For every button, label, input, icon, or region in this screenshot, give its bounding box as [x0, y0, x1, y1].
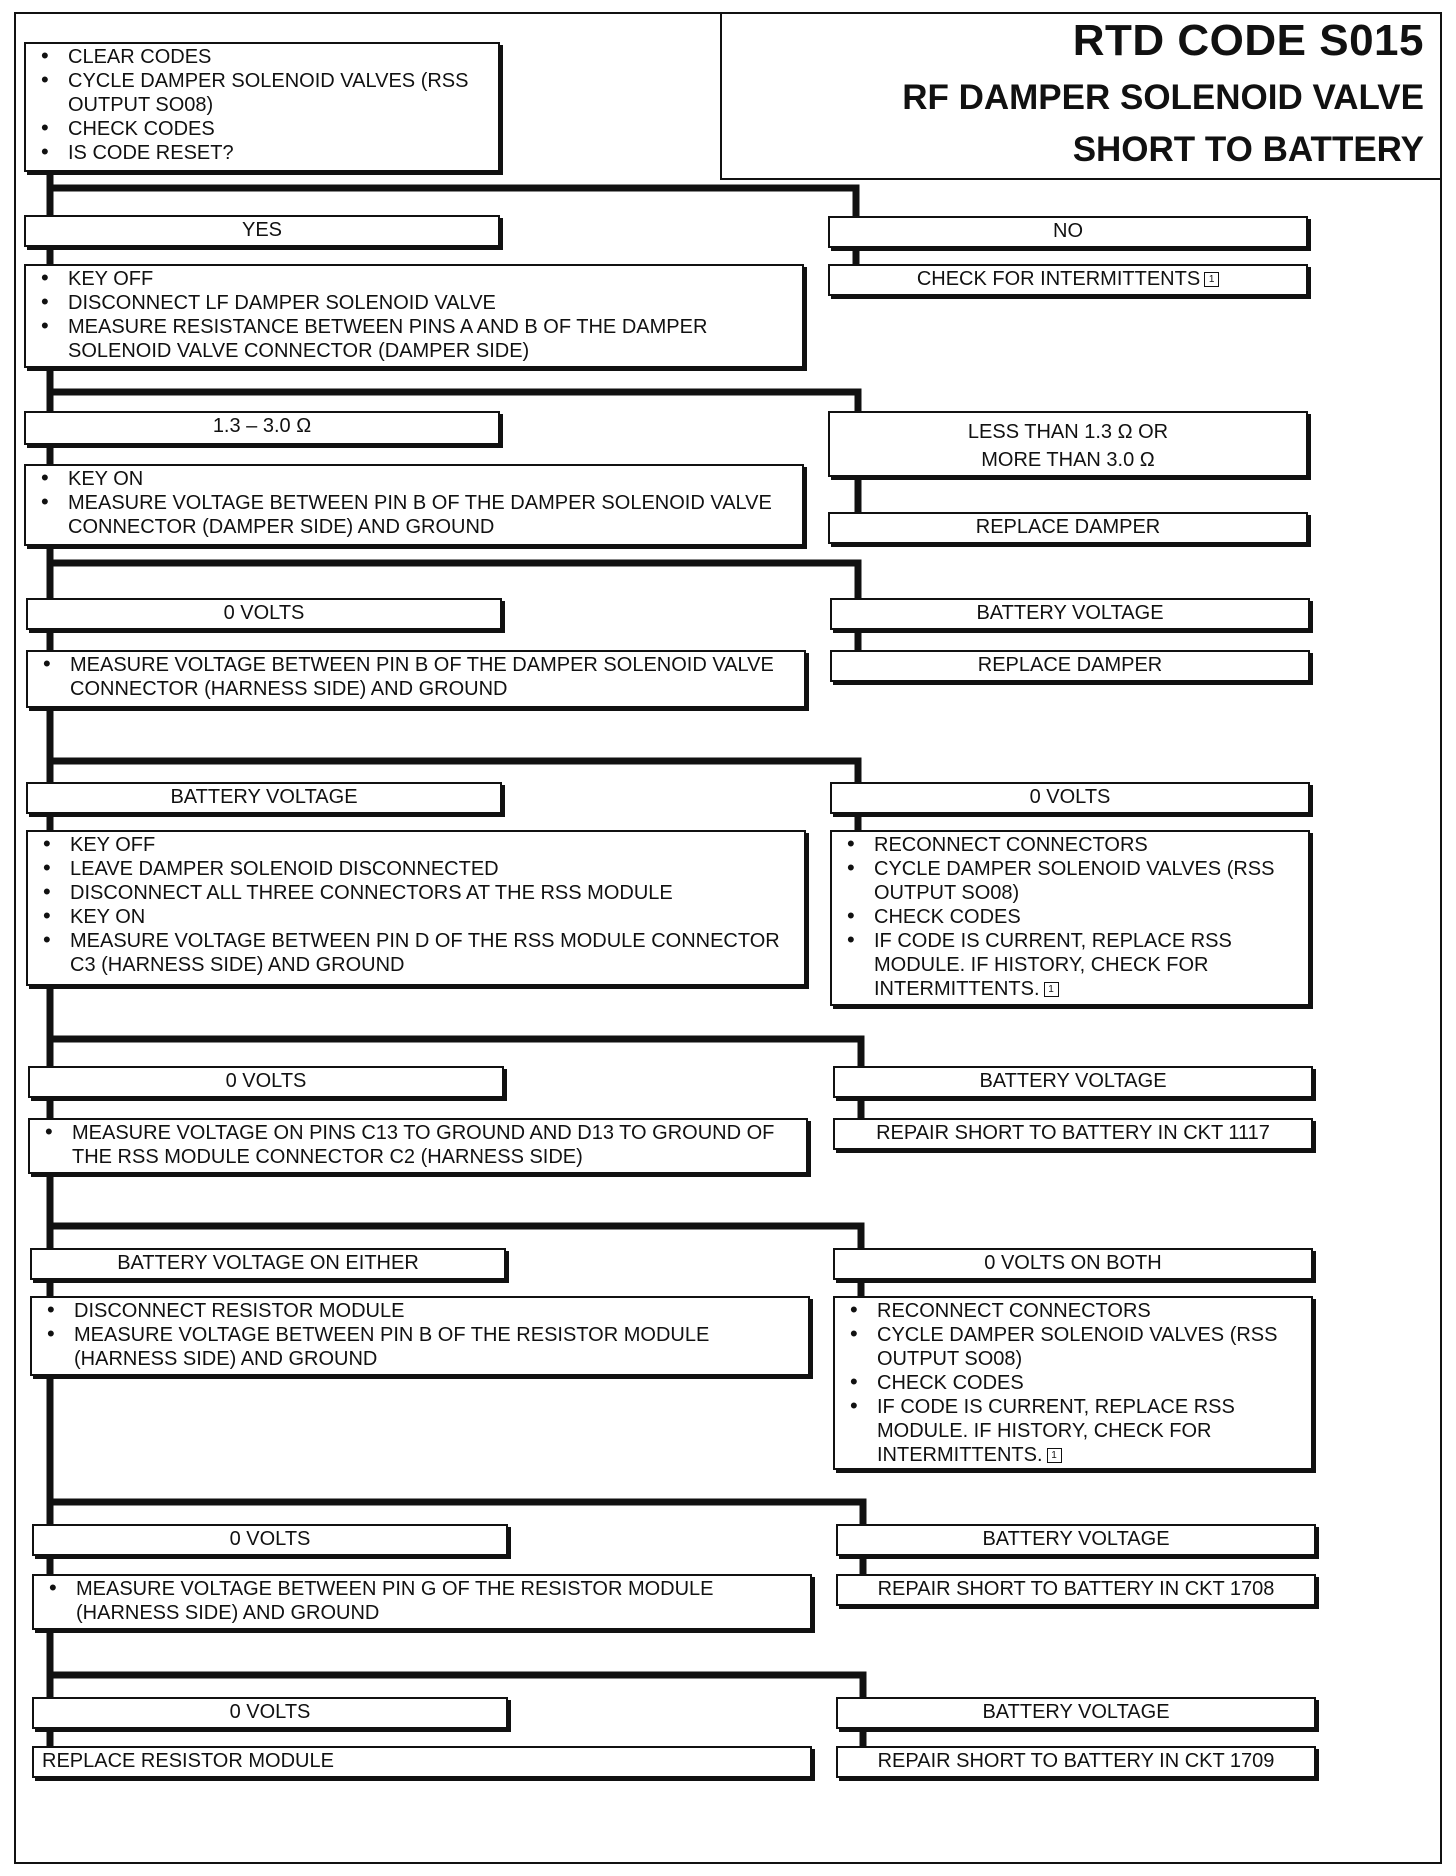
- step6-left-box: [30, 1296, 810, 1376]
- no-label-box: NO: [828, 216, 1308, 248]
- repair-ckt-1709-box: REPAIR SHORT TO BATTERY IN CKT 1709: [836, 1746, 1316, 1778]
- title-line-1: RF DAMPER SOLENOID VALVE: [902, 78, 1424, 117]
- list-item: • IF CODE IS CURRENT, REPLACE RSS MODULE. IF HISTORY, CHECK FOR INTERMITTENTS. 1: [877, 1395, 1303, 1467]
- page-title: RTD CODE S015: [1072, 16, 1424, 65]
- list-item: • CYCLE DAMPER SOLENOID VALVES (RSS OUTPUT SO08): [877, 1323, 1303, 1371]
- battery-voltage-box-4: BATTERY VOLTAGE: [836, 1524, 1316, 1556]
- list-item: • RECONNECT CONNECTORS: [874, 833, 1300, 857]
- step4-right-box: [830, 830, 1310, 1006]
- list-item: • DISCONNECT LF DAMPER SOLENOID VALVE: [68, 291, 794, 315]
- list-item: • CYCLE DAMPER SOLENOID VALVES (RSS OUTPUT SO08): [874, 857, 1300, 905]
- list-item: • CHECK CODES: [874, 905, 1300, 929]
- battery-voltage-box-2: BATTERY VOLTAGE: [26, 782, 502, 814]
- start-list: [34, 45, 490, 165]
- battery-voltage-box-5: BATTERY VOLTAGE: [836, 1697, 1316, 1729]
- label-line: LESS THAN 1.3 Ω OR: [967, 421, 1169, 443]
- reference-note-icon: 1: [1204, 272, 1219, 287]
- list-item: • KEY OFF: [68, 267, 794, 291]
- title-line-2: SHORT TO BATTERY: [1072, 130, 1424, 169]
- check-intermittents-box: [828, 264, 1308, 296]
- zero-volts-box-3: 0 VOLTS: [28, 1066, 504, 1098]
- yes-label-box: YES: [24, 215, 500, 247]
- step7-left-box: [32, 1574, 812, 1630]
- list-item: • MEASURE VOLTAGE ON PINS C13 TO GROUND AND D13 TO GROUND OF THE RSS MODULE CONNECTOR C2 (HARNESS SIDE): [72, 1121, 798, 1169]
- step1-yes-box: [24, 264, 804, 368]
- label-line: MORE THAN 3.0 Ω: [981, 449, 1155, 471]
- zero-volts-box-1: 0 VOLTS: [26, 598, 502, 630]
- replace-damper-box-1: REPLACE DAMPER: [828, 512, 1308, 544]
- list-item: • MEASURE VOLTAGE BETWEEN PIN B OF THE DAMPER SOLENOID VALVE CONNECTOR (DAMPER SIDE) AND GROUND: [68, 491, 794, 539]
- list-item: • MEASURE RESISTANCE BETWEEN PINS A AND B OF THE DAMPER SOLENOID VALVE CONNECTOR (DAMPER SIDE): [68, 315, 794, 363]
- list-item: • CLEAR CODES: [68, 45, 490, 69]
- title-block: [720, 12, 1442, 180]
- replace-resistor-module-box: REPLACE RESISTOR MODULE: [32, 1746, 812, 1778]
- list-item: • RECONNECT CONNECTORS: [877, 1299, 1303, 1323]
- resistance-bad-box: [828, 411, 1308, 477]
- list-item: • CHECK CODES: [877, 1371, 1303, 1395]
- reference-note-icon: 1: [1044, 982, 1059, 997]
- step5-left-box: [28, 1118, 808, 1174]
- step3-left-box: [26, 650, 806, 708]
- list-item: • IF CODE IS CURRENT, REPLACE RSS MODULE. IF HISTORY, CHECK FOR INTERMITTENTS. 1: [874, 929, 1300, 1001]
- list-item: • CHECK CODES: [68, 117, 490, 141]
- zero-volts-box-5: 0 VOLTS: [32, 1697, 508, 1729]
- list-item: • KEY OFF: [70, 833, 796, 857]
- list-item: • KEY ON: [70, 905, 796, 929]
- zero-volts-box-2: 0 VOLTS: [830, 782, 1310, 814]
- action-text: CHECK FOR INTERMITTENTS: [916, 268, 1201, 290]
- step2-left-box: [24, 464, 804, 546]
- replace-damper-box-2: REPLACE DAMPER: [830, 650, 1310, 682]
- step4-left-box: [26, 830, 806, 986]
- list-item: • MEASURE VOLTAGE BETWEEN PIN D OF THE RSS MODULE CONNECTOR C3 (HARNESS SIDE) AND GROUND: [70, 929, 796, 977]
- zero-volts-box-4: 0 VOLTS: [32, 1524, 508, 1556]
- repair-ckt-1117-box: REPAIR SHORT TO BATTERY IN CKT 1117: [833, 1118, 1313, 1150]
- list-item: • MEASURE VOLTAGE BETWEEN PIN B OF THE RESISTOR MODULE (HARNESS SIDE) AND GROUND: [74, 1323, 800, 1371]
- list-item: • DISCONNECT ALL THREE CONNECTORS AT THE RSS MODULE: [70, 881, 796, 905]
- step6-right-box: [833, 1296, 1313, 1470]
- repair-ckt-1708-box: REPAIR SHORT TO BATTERY IN CKT 1708: [836, 1574, 1316, 1606]
- list-item: • MEASURE VOLTAGE BETWEEN PIN B OF THE DAMPER SOLENOID VALVE CONNECTOR (HARNESS SIDE) AND GROUND: [70, 653, 796, 701]
- list-item: • DISCONNECT RESISTOR MODULE: [74, 1299, 800, 1323]
- start-box: [24, 42, 500, 172]
- list-item: • IS CODE RESET?: [68, 141, 490, 165]
- resistance-ok-box: 1.3 – 3.0 Ω: [24, 411, 500, 445]
- battery-voltage-box-3: BATTERY VOLTAGE: [833, 1066, 1313, 1098]
- reference-note-icon: 1: [1047, 1448, 1062, 1463]
- list-item: • LEAVE DAMPER SOLENOID DISCONNECTED: [70, 857, 796, 881]
- list-item: • CYCLE DAMPER SOLENOID VALVES (RSS OUTPUT SO08): [68, 69, 490, 117]
- battery-voltage-either-box: BATTERY VOLTAGE ON EITHER: [30, 1248, 506, 1280]
- battery-voltage-box-1: BATTERY VOLTAGE: [830, 598, 1310, 630]
- list-item: • KEY ON: [68, 467, 794, 491]
- connector-branch-3: [50, 563, 858, 600]
- list-item: • MEASURE VOLTAGE BETWEEN PIN G OF THE RESISTOR MODULE (HARNESS SIDE) AND GROUND: [76, 1577, 802, 1625]
- zero-volts-both-box: 0 VOLTS ON BOTH: [833, 1248, 1313, 1280]
